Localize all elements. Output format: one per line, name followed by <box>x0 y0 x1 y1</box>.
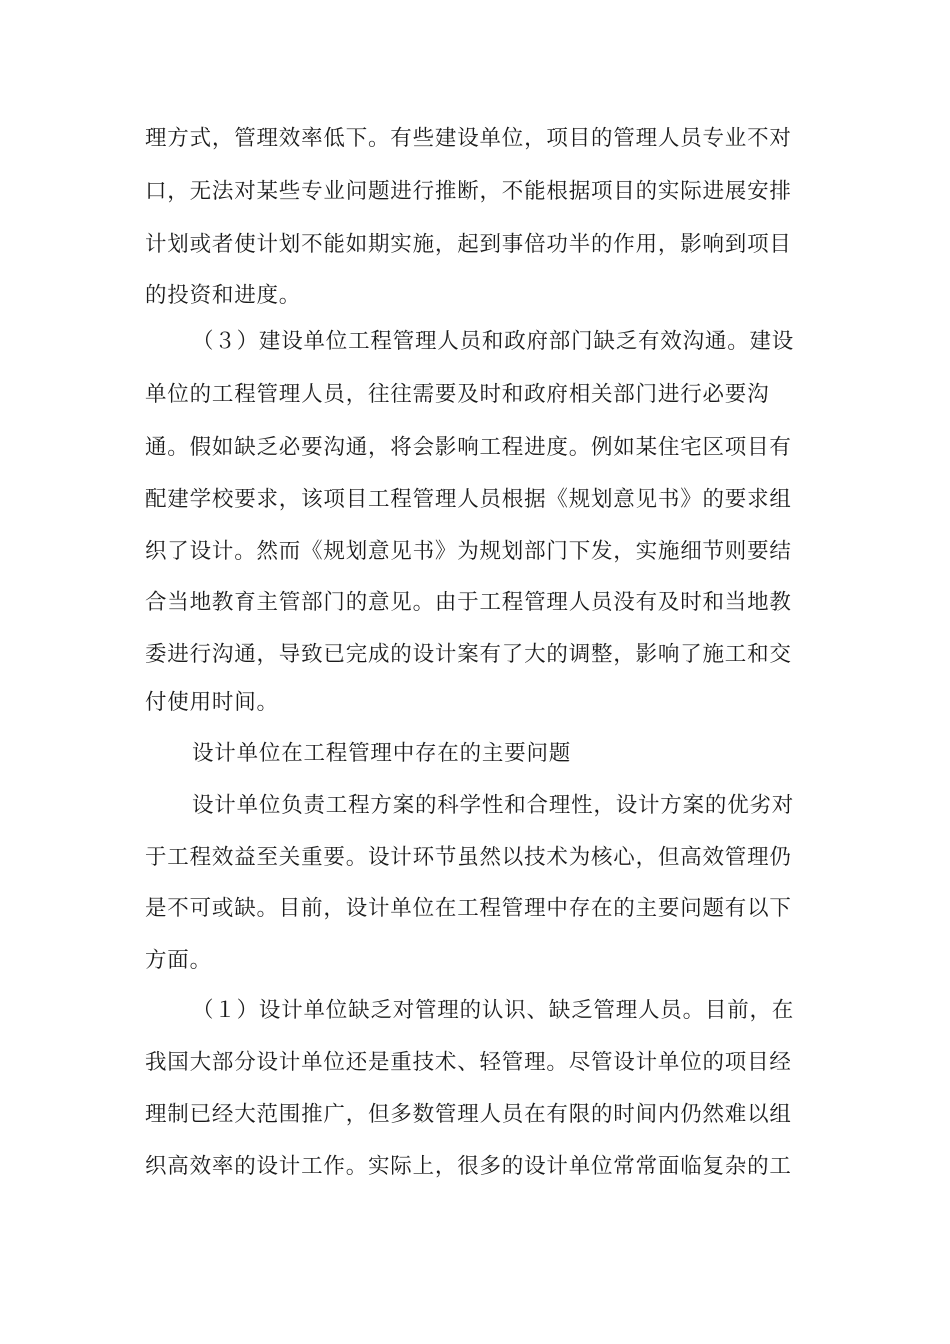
section-heading: 设计单位在工程管理中存在的主要问题 <box>192 741 572 766</box>
text-line: 委进行沟通，导致已完成的设计案有了大的调整，影响了施工和交 <box>145 642 792 667</box>
text-line: 口，无法对某些专业问题进行推断，不能根据项目的实际进展安排 <box>145 179 792 204</box>
text-line: 的投资和进度。 <box>145 283 302 308</box>
text-line: 织高效率的设计工作。实际上，很多的设计单位常常面临复杂的工 <box>145 1154 792 1179</box>
text-line: 于工程效益至关重要。设计环节虽然以技术为核心，但高效管理仍 <box>145 845 792 870</box>
text-line: 计划或者使计划不能如期实施，起到事倍功半的作用，影响到项目 <box>145 232 792 257</box>
text-line: 合当地教育主管部门的意见。由于工程管理人员没有及时和当地教 <box>145 590 792 615</box>
text-line: 设计单位负责工程方案的科学性和合理性，设计方案的优劣对 <box>192 793 795 818</box>
text-line: （３）建设单位工程管理人员和政府部门缺乏有效沟通。建设 <box>192 329 795 354</box>
text-line: 我国大部分设计单位还是重技术、轻管理。尽管设计单位的项目经 <box>145 1050 792 1075</box>
text-line: 方面。 <box>145 948 212 973</box>
text-line: （１）设计单位缺乏对管理的认识、缺乏管理人员。目前，在 <box>192 998 795 1023</box>
text-line: 理方式，管理效率低下。有些建设单位，项目的管理人员专业不对 <box>145 126 792 151</box>
text-line: 配建学校要求，该项目工程管理人员根据《规划意见书》的要求组 <box>145 487 792 512</box>
text-line: 织了设计。然而《规划意见书》为规划部门下发，实施细节则要结 <box>145 539 792 564</box>
text-line: 单位的工程管理人员，往往需要及时和政府相关部门进行必要沟 <box>145 382 770 407</box>
text-line: 通。假如缺乏必要沟通，将会影响工程进度。例如某住宅区项目有 <box>145 435 792 460</box>
text-line: 理制已经大范围推广，但多数管理人员在有限的时间内仍然难以组 <box>145 1102 792 1127</box>
text-line: 是不可或缺。目前，设计单位在工程管理中存在的主要问题有以下 <box>145 896 792 921</box>
text-line: 付使用时间。 <box>145 690 279 715</box>
